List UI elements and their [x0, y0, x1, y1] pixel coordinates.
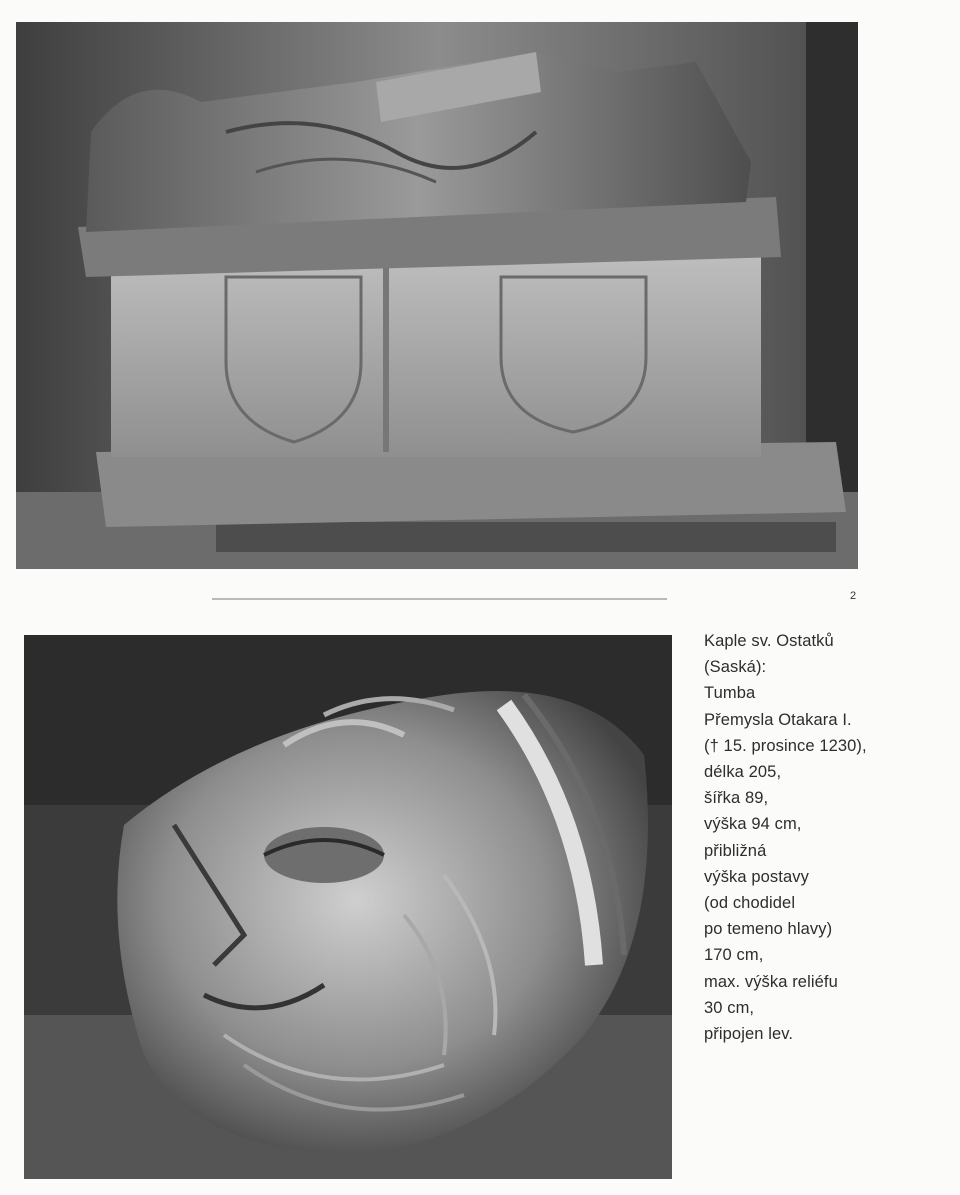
caption-line: (Saská):: [704, 658, 767, 677]
caption-line: délka 205,: [704, 763, 782, 782]
separator-rule: [212, 598, 667, 600]
page-number: 2: [850, 590, 857, 602]
caption-line: († 15. prosince 1230),: [704, 736, 867, 755]
caption-line: připojen lev.: [704, 1025, 794, 1044]
caption-line: (od chodidel: [704, 894, 796, 913]
caption-line: po temeno hlavy): [704, 920, 833, 939]
caption-line: 170 cm,: [704, 946, 764, 965]
head-closeup-photo: [24, 635, 672, 1179]
caption-line: Kaple sv. Ostatků: [704, 632, 834, 650]
tomb-photo-graphic: [16, 22, 858, 569]
caption-line: šířka 89,: [704, 789, 769, 808]
photo-caption: [704, 628, 954, 1047]
caption-line: výška 94 cm,: [704, 815, 802, 834]
caption-line: max. výška reliéfu: [704, 972, 838, 991]
tomb-photo: [16, 22, 858, 569]
caption-line: 30 cm,: [704, 998, 755, 1017]
caption-line: výška postavy: [704, 867, 809, 886]
head-closeup-graphic: [24, 635, 672, 1179]
caption-line: Tumba: [704, 684, 756, 703]
caption-line: přibližná: [704, 841, 767, 860]
caption-line: Přemysla Otakara I.: [704, 710, 852, 729]
